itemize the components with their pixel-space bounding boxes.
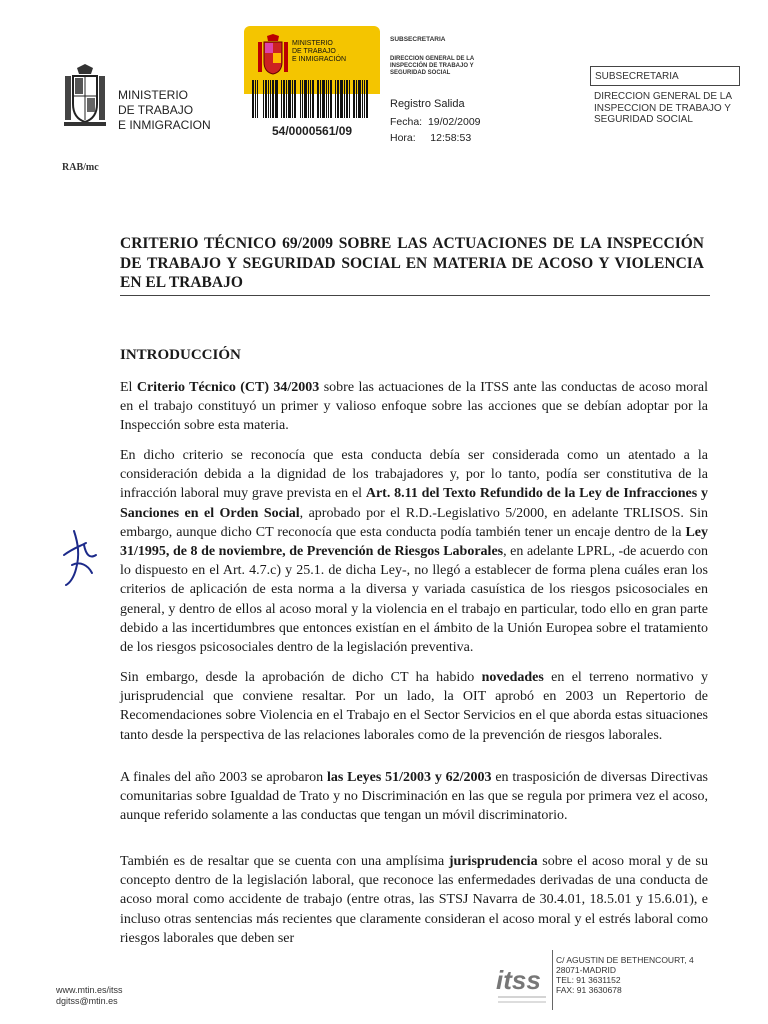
registry-stamp xyxy=(244,16,504,144)
paragraph-2 xyxy=(120,446,708,657)
address-line: C/ AGUSTIN DE BETHENCOURT, 4 xyxy=(556,955,694,965)
fecha-label: Fecha: xyxy=(390,116,423,128)
footer-contacts xyxy=(56,985,123,1007)
footer-email-link[interactable]: dgitss@mtin.es xyxy=(56,996,118,1006)
paragraph-text: , aprobado por el R.D.-Legislativo 5/2000, en adelante TRLISOS. Sin embargo, aunque dicho CT reconocía que esta conducta podía también tener un encaje dentro de la xyxy=(120,505,708,540)
ministry-line: MINISTERIO xyxy=(118,88,189,102)
footer-divider xyxy=(552,950,553,1010)
stamp-ministry-line: MINISTERIO xyxy=(292,40,333,47)
stamp-coat-of-arms-icon xyxy=(256,34,290,78)
logo-text: itss xyxy=(496,965,541,995)
paragraph-emphasis: Art. 8.11 del Texto Refundido de la Ley de Infracciones y Sanciones en el Orden Social xyxy=(120,486,709,521)
paragraph-text: en trasposición de diversas Directivas comunitarias sobre Igualdad de Trato y no Discriminación en las que se regula por primera vez el acoso, aunque referido solamente a las conductas que tengan un móvil discriminatorio. xyxy=(120,770,708,824)
paragraph-emphasis: novedades xyxy=(481,670,544,685)
paragraph-text: El xyxy=(120,380,137,395)
address-line: FAX: 91 3630678 xyxy=(556,985,622,995)
stamp-direccion-line: DIRECCION GENERAL DE LA xyxy=(390,56,475,62)
ministry-name xyxy=(118,88,211,133)
registro-salida: Registro Salida xyxy=(390,98,465,110)
paragraph-text: También es de resaltar que se cuenta con una amplísima xyxy=(120,854,449,869)
stamp-ministry-line: DE TRABAJO xyxy=(292,48,336,55)
stamp-direccion xyxy=(390,56,508,77)
direccion-line: SEGURIDAD SOCIAL xyxy=(594,114,693,125)
section-heading: INTRODUCCIÓN xyxy=(120,347,241,363)
document-title: CRITERIO TÉCNICO 69/2009 SOBRE LAS ACTUACIONES DE LA INSPECCIÓN DE TRABAJO Y SEGURIDAD SOCIAL EN MATERIA DE ACOSO Y VIOLENCIA EN EL TRABAJO xyxy=(120,235,704,291)
registry-number: 54/0000561/09 xyxy=(272,124,353,138)
coat-of-arms-icon xyxy=(62,64,108,130)
handwritten-signature-icon xyxy=(56,525,116,589)
reference-code: RAB/mc xyxy=(62,162,99,173)
stamp-fecha xyxy=(390,116,481,128)
ministry-line: E INMIGRACION xyxy=(118,118,211,132)
paragraph-5 xyxy=(120,852,708,948)
hora-value: 12:58:53 xyxy=(430,132,472,144)
footer-address xyxy=(556,955,694,995)
paragraph-emphasis: jurisprudencia xyxy=(448,854,538,869)
footer-web-link[interactable]: www.mtin.es/itss xyxy=(56,985,123,995)
paragraph-1 xyxy=(120,378,708,436)
title-underline xyxy=(120,295,710,296)
direccion-general xyxy=(594,91,744,126)
paragraph-text: Sin embargo, desde la aprobación de dicho CT ha habido xyxy=(120,670,482,685)
paragraph-emphasis: Criterio Técnico (CT) 34/2003 xyxy=(136,380,320,395)
paragraph-text: sobre el acoso moral y de su concepto dentro de la legislación laboral, que reconoce las enfermedades derivadas de una conducta de acoso moral como accidente de trabajo (entre otras, las STSJ Navarra de 30.4.01, 18.5.01 y 15.6.01), e incluso otras sentencias más recientes que claramente consideran el acoso moral y el estrés laboral como riesgos laborales que deben ser xyxy=(120,854,709,946)
paragraph-text: , en adelante LPRL, -de acuerdo con lo dispuesto en el Art. 4.7.c) y 25.1. de dicha Ley-, no llegó a establecer de forma plena cuáles eran los criterios de aplicación de esta norma a la diversa y variada casuística de los riesgos psicosociales en general, y dentro de ellos al acoso moral y la violencia en el trabajo en particular, todo ello en gran parte debido a las incertidumbres que entonces existían en el ámbito de la Unión Europea sobre el tratamiento de los riesgos psicosociales dentro de la legislación preventiva. xyxy=(120,544,708,656)
ministry-line: DE TRABAJO xyxy=(118,103,194,117)
paragraph-3 xyxy=(120,668,708,745)
paragraph-4 xyxy=(120,768,708,826)
stamp-direccion-line: SEGURIDAD SOCIAL xyxy=(390,70,451,76)
stamp-hora xyxy=(390,132,471,144)
address-line: 28071-MADRID xyxy=(556,965,616,975)
paragraph-text: En dicho criterio se reconocía que esta conducta debía ser considerada como un atentado a la consideración debida a la dignidad de los trabajadores y, por lo tanto, podía ser constitutiva de la infracción laboral muy grave prevista en el xyxy=(120,448,708,502)
paragraph-text: en el terreno normativo y jurisprudencial que conviene resaltar. Por un lado, la OIT aprobó en 2003 un Repertorio de Recomendaciones sobre Violencia en el Trabajo en el Sector Servicios en el que aborda estas situaciones tanto desde la perspectiva de las relaciones laborales como de la prevención de riesgos laborales. xyxy=(120,670,708,743)
stamp-direccion-line: INSPECCIÓN DE TRABAJO Y xyxy=(390,63,474,69)
stamp-subsecretaria: SUBSECRETARIA xyxy=(390,36,446,43)
paragraph-text: sobre las actuaciones de la ITSS ante las conductas de acoso moral en el trabajo constituyó un primer y valioso enfoque sobre las acciones que se debían adoptar por la Inspección sobre esta materia. xyxy=(120,380,708,434)
paragraph-emphasis: las Leyes 51/2003 y 62/2003 xyxy=(326,770,492,785)
barcode xyxy=(252,80,376,118)
direccion-line: DIRECCION GENERAL DE LA xyxy=(594,91,732,102)
direccion-line: INSPECCION DE TRABAJO Y xyxy=(594,102,731,114)
stamp-ministry-line: E INMIGRACIÓN xyxy=(292,56,347,63)
hora-label: Hora: xyxy=(390,132,416,144)
itss-logo-icon xyxy=(494,957,550,1011)
fecha-value: 19/02/2009 xyxy=(427,116,481,128)
paragraph-emphasis: Ley 31/1995, de 8 de noviembre, de Prevención de Riesgos Laborales xyxy=(120,524,708,560)
address-line: TEL: 91 3631152 xyxy=(556,975,621,985)
stamp-ministry xyxy=(292,40,346,64)
paragraph-text: A finales del año 2003 se aprobaron xyxy=(120,770,327,785)
subsecretaria-box: SUBSECRETARIA xyxy=(590,66,740,86)
